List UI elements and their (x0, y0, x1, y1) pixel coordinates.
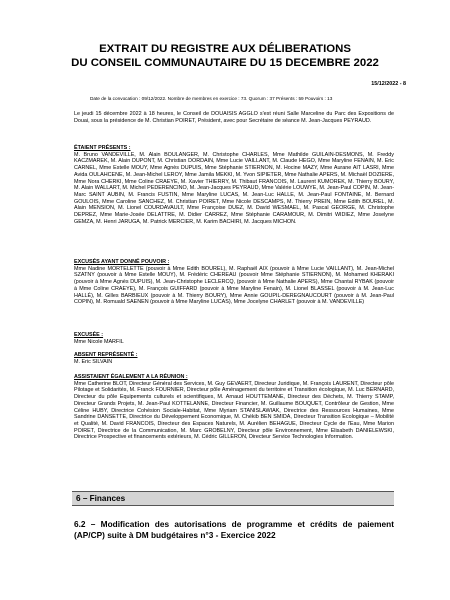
finance-section-title: 6 – Finances (76, 493, 126, 503)
finance-section-bar (72, 491, 394, 506)
represented-heading: ABSENT REPRÉSENTÉ : (74, 352, 138, 358)
intro-paragraph (74, 111, 394, 124)
document-title-line1: EXTRAIT DU REGISTRE AUX DÉLIBERATIONS (99, 43, 351, 55)
intro-text: Le jeudi 15 décembre 2022 à 18 heures, le Conseil de DOUAISIS AGGLO s'est réuni Salle Marceline du Parc des Expositions de Douai, sous la présidence de M. Christian POIRET, Président, avec pour Secrétaire de séance M. Jean-Jacques PEYRAUD. (74, 111, 394, 124)
represented-list: M. Eric SILVAIN (74, 358, 113, 365)
attendees-heading: ASSISTAIENT ÉGALEMENT A LA RÉUNION : (74, 374, 188, 380)
proxy-heading: EXCUSÉS AYANT DONNÉ POUVOIR : (74, 259, 170, 265)
proxy-section (74, 259, 394, 306)
convocation-meta: Date de la convocation : 09/12/2022. Nombre de membres en exercice : 73. Quorum : 37 Présents : 59 Pouvoirs : 13 (90, 96, 333, 101)
present-heading: ÉTAIENT PRÉSENTS : (74, 145, 131, 151)
attendees-list: Mme Catherine BLOT, Directeur Général des Services, M. Guy GEVAERT, Directeur Juridique, M. François LAURENT, Directeur pôle Pilotage et Solidarités, M. Franck FOURNIER, Directeur pôle Aménagement du territoire et Transition écologique, M. Luc BERNARD, Directeur du pôle Equipements culturels et scientifiques, M. Arnaud HOUTTEMANE, Directeur des Déchets, M. Thierry STAMP, Directeur Grands Projets, M. Jean-Paul KOTTELANNE, Directeur Financier, M. Guillaume BOUQUET, Contrôleur de Gestion, Mme Céline HUBY, Directrice Cohésion Sociale-Habitat, Mme Myriam STANISLAWIAK, Directrice des Ressources Humaines, Mme Sandrine DANSETTE, Directrice du Développement Economique, M. Chékib BEN SMIDA, Directeur Transition Ecologique – Mobilité et Qualité, M. David FRANCOIS, Directeur des Espaces Naturels, M. Aurélien BEHAGUE, Directeur Cycle de l'Eau, Mme Marion POIRET, Directrice de la Communication, M. Marc GROBELNY, Directeur pôle Environnement, Mme Elisabeth DANIELEWSKI, Directrice Prospective et financements extérieurs, M. Cédric GILLERON, Directeur Service Technologies Information. (74, 380, 394, 441)
represented-section (74, 352, 394, 365)
excused-section (74, 332, 394, 345)
present-members-section (74, 145, 394, 225)
document-title-line2: DU CONSEIL COMMUNAUTAIRE DU 15 DECEMBRE 2022 (71, 57, 379, 69)
proxy-list: Mme Nadine MORTELETTE (pouvoir à Mme Edith BOUREL), M. Raphaël AIX (pouvoir à Mme Lucie VAILLANT), M. Jean-Michel SZATNY (pouvoir à Mme Estelle MOUY), M. Frédéric CHEREAU (pouvoir Mme Stéphanie STIERNON), M. Mohamed KHERAKI (pouvoir à Mme Agnès DUPUIS), M. Jean-Christophe LECLERCQ, (pouvoir à Mme Nathalie APERS), Mme Chantal RYBAK (pouvoir à Mme Coline CRAEYE), M. François GUIFFARD (pouvoir à Mme Maryline Fenain), M. Lionel BLASSEL (pouvoir à M. Jean-Luc HALLÉ), M. Gilles BARBIEUX (pouvoir à M. Thierry BOURY), Mme Annie GOUPIL-DEREGNAUCOURT (pouvoir à M. Jean-Paul COPIN), M. Romuald SAENEN (pouvoir à Mme Maryline LUCAS), Mme Jocelyne CHARLET (pouvoir à M. VANDEVILLE) (74, 265, 394, 306)
present-list: M. Bruno VANDEVILLE, M. Alain BOULANGER, M. Christophe CHARLES, Mme Mathilde GUILAIN-DESMONS, M. Freddy KACZMAREK, M. Alain DUPONT, M. Christian DORDAIN, Mme Lucie VAILLANT, M. Claude HEGO, Mme Maryline FENAIN, M. Eric CARNEL, Mme Estelle MOUY, Mme Agnès DUPUIS, Mme Stéphanie STIERNON, M. Hocine MAZY, Mme Aurane AIT LASRI, Mme Avida OULAHCENE, M. Jean-Michel LEROY, Mme Jamila MEKKI, M. Yvon SIPIETER, Mme Nathalie APERS, M. Michaël DOZIERE, Mme Nora CHERKI, Mme Coline CRAEYE, M. Xavier THIERRY, M. Thibaut FRANCOIS, M. Laurent KUMOREK, M. Thierry BOURY, M. Alain WALLART, M. Michel PEDERENCINO, M. Jean-Jacques PEYRAUD, Mme Valérie LOUWYE, M. Jean-Paul COPIN, M. Jean-Marc SAINT AUBIN, M. Francis FUSTIN, Mme Maryline LUCAS, M. Jean-Luc HALLE, M. Jean-Paul FONTAINE, M. Bernard GOULOIS, Mme Caroline SANCHEZ, M. Christian POIRET, Mme Nicole DESCAMPS, M. Thierry PREIN, Mme Edith BOUREL, M. Alain MENSION, M. Lionel COURDAVAULT, Mme Françoise DUEZ, M. David WESMAEL, M. Pascal GEORGE, M. Christophe DEPREZ, Mme Marie-Josée DELATTRE, M. Didier CARREZ, Mme Stéphanie CARAMOUR, M. Dimitri WIDIEZ, Mme Joselyne GEMZA, M. Henri JARUGA, M. Patrick MERCIER, M. Karim BACHIRI, M. Jacques MICHON. (74, 151, 394, 225)
excused-list: Mme Nicole MARFIL (74, 338, 124, 345)
attendees-section (74, 374, 394, 441)
deliberation-subject: 6.2 – Modification des autorisations de programme et crédits de paiement (AP/CP) suite à DM budgétaires n°3 - Exercice 2022 (74, 519, 394, 540)
excused-heading: EXCUSÉE : (74, 332, 104, 338)
deliberation-reference: 15/12/2022 - 8 (371, 81, 406, 87)
